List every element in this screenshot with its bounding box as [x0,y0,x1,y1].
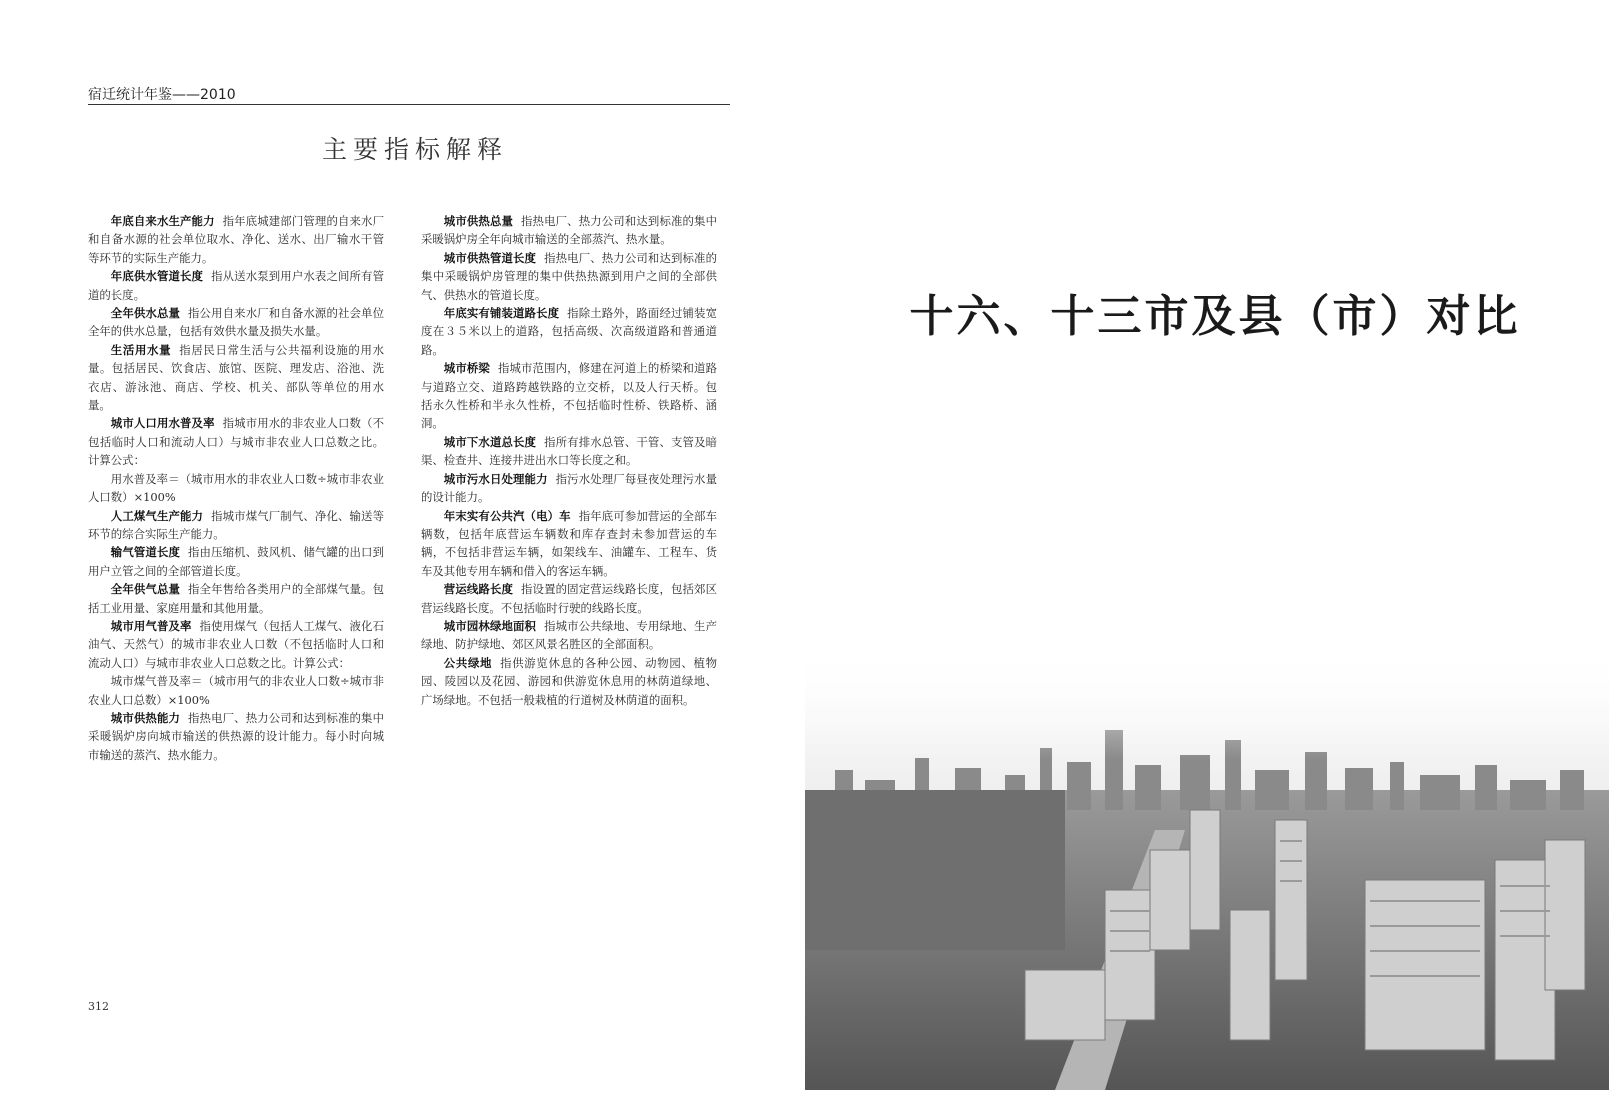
definition-term: 年底供水管道长度 [110,269,204,284]
definition-entry [88,543,384,580]
definition-text: 指污水处理厂每昼夜处理污水量的设计能力。 [421,471,717,505]
definition-term: 城市供热总量 [443,214,514,228]
chapter-title: 十六、十三市及县（市）对比 [909,291,1521,342]
definition-entry [421,507,717,581]
right-text-column [421,212,717,709]
definition-text: 指热电厂、热力公司和达到标准的集中采暖锅炉房全年向城市输送的全部蒸汽、热水量。 [421,214,717,247]
formula-line: 城市煤气普及率＝（城市用气的非农业人口数÷城市非农业人口总数）×100% [88,674,384,707]
right-page [800,0,1609,1099]
definition-entry [421,433,717,470]
city-skyline-photo [805,640,1609,1090]
definition-term: 城市桥梁 [443,361,490,376]
definition-text: 指设置的固定营运线路长度，包括郊区营运线路长度。不包括临时行驶的线路长度。 [421,582,717,615]
definition-text: 指年底可参加营运的全部车辆数，包括年底营运车辆数和库存查封未参加营运的车辆，不包括非营运车辆，如架线车、油罐车、工程车、货车及其他专用车辆和借入的客运车辆。 [421,508,717,578]
definition-entry [421,212,717,249]
definition-term: 全年供气总量 [110,582,181,597]
definition-text: 指城市煤气厂制气、净化、输送等环节的综合实际生产能力。 [88,508,384,541]
left-text-column [88,212,384,764]
definition-term: 城市供热管道长度 [443,250,537,265]
definition-text: 指全年售给各类用户的全部煤气量。包括工业用量、家庭用量和其他用量。 [88,582,384,615]
definition-entry [421,654,717,709]
definition-entry [421,470,717,507]
definition-entry [88,507,384,544]
definition-term: 输气管道长度 [110,545,181,560]
definition-entry [88,212,384,267]
definition-entry [88,617,384,672]
definition-text: 指供游览休息的各种公园、动物园、植物园、陵园以及花园、游园和供游览休息用的林荫道绿地、广场绿地。不包括一般栽植的行道树及林荫道的面积。 [421,655,717,707]
definition-term: 年末实有公共汽（电）车 [443,508,571,523]
page-number: 312 [88,1000,109,1013]
definition-entry [88,341,384,415]
definition-entry [88,304,384,341]
definition-text: 指城市范围内，修建在河道上的桥梁和道路与道路立交、道路跨越铁路的立交桥，以及人行天桥。包括永久性桥和半永久性桥，不包括临时性桥、铁路桥、涵洞。 [421,361,717,431]
definition-entry [421,249,717,304]
definition-term: 城市用气普及率 [110,618,192,633]
section-title: 主要指标解释 [321,135,508,164]
definition-term: 生活用水量 [110,342,172,357]
definition-text: 指所有排水总管、干管、支管及暗渠、检查井、连接井进出水口等长度之和。 [421,434,717,468]
header-rule [88,104,730,105]
left-page [0,0,800,1099]
definition-term: 人工煤气生产能力 [110,508,204,523]
definition-term: 全年供水总量 [110,306,181,321]
definition-text: 指居民日常生活与公共福利设施的用水量。包括居民、饮食店、旅馆、医院、理发店、浴池、洗衣店、游泳池、商店、学校、机关、部队等单位的用水量。 [88,342,384,413]
definition-text: 指使用煤气（包括人工煤气、液化石油气、天然气）的城市非农业人口数（不包括临时人口和流动人口）与城市非农业人口总数之比。计算公式： [88,618,384,670]
definition-entry [421,617,717,654]
definition-term: 城市供热能力 [110,710,181,725]
definition-term: 城市人口用水普及率 [110,416,215,431]
definition-term: 营运线路长度 [443,582,514,597]
definition-text: 指热电厂、热力公司和达到标准的集中采暖锅炉房管理的集中供热热源到用户之间的全部供气、供热水的管道长度。 [421,250,717,302]
definition-term: 城市污水日处理能力 [443,471,548,486]
definition-entry [88,414,384,469]
definition-text: 指城市用水的非农业人口数（不包括临时人口和流动人口）与城市非农业人口总数之比。计算公式： [88,416,384,468]
definition-term: 年底实有铺装道路长度 [443,306,560,321]
definition-term: 公共绿地 [443,655,493,670]
running-header: 宿迁统计年鉴——2010 [88,87,236,103]
definition-entry [421,580,717,617]
definition-text: 指年底城建部门管理的自来水厂和自备水源的社会单位取水、净化、送水、出厂输水干管等环节的实际生产能力。 [88,214,384,265]
definition-entry [88,267,384,304]
definition-entry [88,709,384,764]
definition-text: 指由压缩机、鼓风机、储气罐的出口到用户立管之间的全部管道长度。 [88,545,384,578]
definition-text: 指热电厂、热力公司和达到标准的集中采暖锅炉房向城市输送的供热源的设计能力。每小时向城市输送的蒸汽、热水能力。 [88,710,384,762]
definition-term: 年底自来水生产能力 [110,214,215,228]
definition-entry [421,304,717,359]
definition-text: 指除土路外，路面经过铺装宽度在３５米以上的道路，包括高级、次高级道路和普通道路。 [421,306,717,357]
formula-line: 用水普及率＝（城市用水的非农业人口数÷城市非农业人口数）×100% [88,471,384,505]
definition-entry [88,580,384,617]
definition-text: 指从送水泵到用户水表之间所有管道的长度。 [88,269,384,302]
definition-entry [421,359,717,433]
definition-text: 指城市公共绿地、专用绿地、生产绿地、防护绿地、郊区风景名胜区的全部面积。 [421,618,717,652]
definition-term: 城市园林绿地面积 [443,618,537,633]
definition-term: 城市下水道总长度 [443,434,537,449]
park-area [805,790,1065,950]
definition-text: 指公用自来水厂和自备水源的社会单位全年的供水总量，包括有效供水量及损失水量。 [88,306,384,339]
